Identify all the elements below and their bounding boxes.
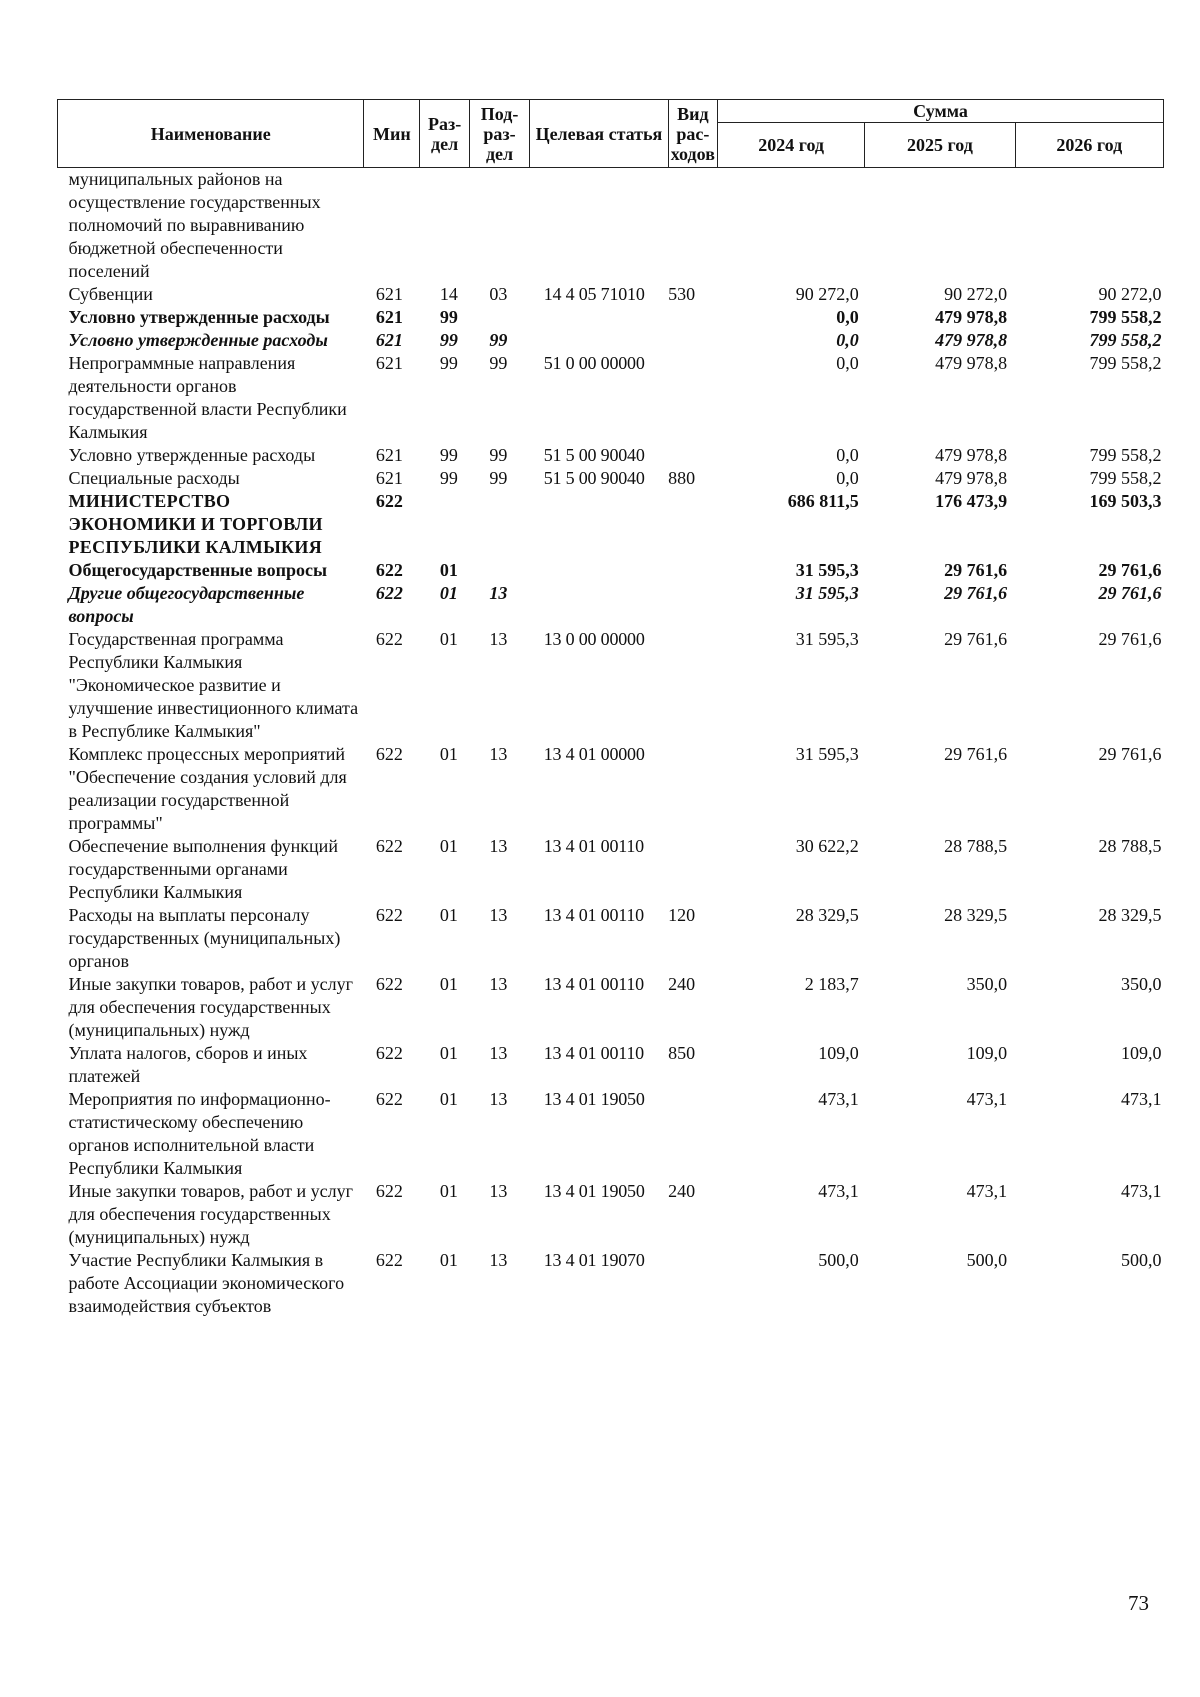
cell-podrazdel: 13 [489,974,508,994]
cell-name: Комплекс процессных мероприятий "Обеспечение создания условий для реализации государственной программы" [68,744,347,833]
cell-razdel: 01 [439,836,458,856]
cell-sum-2026: 169 503,3 [1089,491,1162,511]
header-y2025: 2025 год [865,123,1015,168]
cell-sum-2025: 479 978,8 [935,330,1008,350]
cell-podrazdel: 13 [489,836,508,856]
cell-sum-2025: 29 761,6 [944,583,1008,603]
cell-min: 621 [375,284,403,304]
cell-razdel: 01 [439,744,458,764]
cell-name: Обеспечение выполнения функций государственными органами Республики Калмыкия [68,836,338,902]
cell-sum-2026: 29 761,6 [1098,583,1162,603]
cell-expense-type [668,743,717,835]
cell-sum-2025: 479 978,8 [935,445,1008,465]
cell-razdel: 01 [439,974,458,994]
cell-expense-type [668,352,717,444]
page-number: 73 [1128,1591,1149,1615]
cell-target-article: 13 4 01 00110 [543,905,644,925]
cell-target-article: 51 0 00 00000 [543,353,645,373]
cell-target-article: 51 5 00 90040 [543,468,645,488]
cell-sum-2024: 473,1 [818,1089,859,1109]
cell-sum-2024: 0,0 [836,445,859,465]
header-y2024: 2024 год [718,123,865,168]
cell-podrazdel [469,168,529,284]
table-row [58,904,1164,973]
cell-name: Условно утвержденные расходы [68,307,330,327]
cell-name: Уплата налогов, сборов и иных платежей [68,1043,308,1086]
cell-razdel: 99 [439,330,458,350]
cell-min: 622 [375,1250,403,1270]
cell-expense-type [668,835,717,904]
cell-podrazdel: 13 [489,1089,508,1109]
cell-target-article: 13 4 01 00110 [543,1043,644,1063]
table-row [58,283,1164,306]
cell-razdel: 01 [439,1250,458,1270]
cell-expense-type: 530 [668,284,696,304]
cell-sum-2024: 109,0 [818,1043,859,1063]
cell-sum-2025: 479 978,8 [935,353,1008,373]
cell-sum-2025: 176 473,9 [935,491,1008,511]
cell-name: Иные закупки товаров, работ и услуг для обеспечения государственных (муниципальных) нужд [68,974,353,1040]
table-row [58,582,1164,628]
cell-sum-2024: 31 595,3 [795,629,859,649]
cell-podrazdel [469,559,529,582]
cell-sum-2026: 473,1 [1121,1181,1162,1201]
cell-expense-type [668,490,717,559]
cell-podrazdel: 03 [489,284,508,304]
cell-podrazdel: 13 [489,583,508,603]
cell-podrazdel [469,490,529,559]
cell-sum-2024: 0,0 [836,307,859,327]
table-row [58,559,1164,582]
table-row [58,168,1164,284]
header-razdel: Раз-дел [420,100,469,168]
table-row [58,1180,1164,1249]
table-row [58,467,1164,490]
cell-sum-2025: 109,0 [966,1043,1008,1063]
cell-sum-2025: 28 788,5 [944,836,1008,856]
cell-min: 622 [375,560,403,580]
cell-name: Условно утвержденные расходы [68,445,316,465]
cell-podrazdel: 99 [489,445,508,465]
cell-podrazdel: 99 [489,330,508,350]
cell-expense-type [668,1088,717,1180]
cell-sum-2026: 799 558,2 [1089,307,1162,327]
cell-name: Специальные расходы [68,468,240,488]
header-y2026: 2026 год [1015,123,1163,168]
table-row [58,352,1164,444]
cell-expense-type [668,582,717,628]
cell-name: муниципальных районов на осуществление государственных полномочий по выравниванию бюджетной обеспеченности поселений [68,169,321,281]
cell-min: 621 [375,353,403,373]
cell-name: Государственная программа Республики Калмыкия "Экономическое развитие и улучшение инвестиционного климата в Республике Калмыкия" [68,629,359,741]
cell-sum-2024: 686 811,5 [787,491,859,511]
cell-name: Другие общегосударственные вопросы [68,583,305,626]
budget-table [57,99,1164,1318]
cell-target-article [530,559,668,582]
cell-podrazdel: 13 [489,629,508,649]
cell-name: Субвенции [68,284,153,304]
cell-target-article [530,306,668,329]
cell-min: 621 [375,307,403,327]
header-name: Наименование [58,100,364,168]
cell-podrazdel: 13 [489,1250,508,1270]
cell-min: 622 [375,1181,403,1201]
cell-min: 622 [375,836,403,856]
table-row [58,1088,1164,1180]
cell-expense-type: 850 [668,1043,696,1063]
cell-sum-2025: 29 761,6 [944,629,1008,649]
cell-sum-2024: 473,1 [818,1181,859,1201]
cell-sum-2025: 28 329,5 [944,905,1008,925]
header-min: Мин [364,100,420,168]
cell-min: 622 [375,1089,403,1109]
cell-sum-2024: 0,0 [836,353,859,373]
cell-expense-type [668,628,717,743]
cell-target-article: 13 4 01 19050 [543,1089,645,1109]
cell-min [364,168,420,284]
cell-min: 622 [375,629,403,649]
cell-target-article [530,490,668,559]
cell-razdel: 01 [439,1043,458,1063]
cell-min: 622 [375,491,403,511]
table-row [58,329,1164,352]
cell-sum-2025: 479 978,8 [935,307,1008,327]
cell-min: 621 [375,330,403,350]
cell-sum-2026: 29 761,6 [1098,629,1162,649]
cell-sum-2026: 799 558,2 [1089,353,1162,373]
cell-sum-2026: 799 558,2 [1089,330,1162,350]
cell-podrazdel [469,306,529,329]
cell-sum-2025: 29 761,6 [944,560,1008,580]
cell-sum-2026: 29 761,6 [1098,744,1162,764]
cell-razdel: 99 [439,445,458,465]
cell-podrazdel: 99 [489,468,508,488]
cell-sum-2024: 90 272,0 [795,284,859,304]
cell-sum-2024: 28 329,5 [795,905,859,925]
cell-razdel: 01 [439,1089,458,1109]
cell-target-article [530,582,668,628]
cell-min: 621 [375,468,403,488]
cell-min: 622 [375,1043,403,1063]
cell-expense-type [668,559,717,582]
cell-expense-type [668,306,717,329]
cell-razdel: 01 [439,905,458,925]
cell-podrazdel: 13 [489,905,508,925]
cell-name: Иные закупки товаров, работ и услуг для обеспечения государственных (муниципальных) нужд [68,1181,353,1247]
cell-sum-2026: 799 558,2 [1089,468,1162,488]
cell-target-article: 14 4 05 71010 [543,284,645,304]
cell-sum-2024: 31 595,3 [795,744,859,764]
cell-sum-2025: 29 761,6 [944,744,1008,764]
table-row [58,1042,1164,1088]
cell-razdel: 01 [439,560,458,580]
cell-target-article [530,168,668,284]
cell-target-article: 13 4 01 19070 [543,1250,645,1270]
cell-sum-2024: 30 622,2 [795,836,859,856]
cell-sum-2024: 31 595,3 [795,560,859,580]
cell-name: Общегосударственные вопросы [68,560,327,580]
cell-expense-type [668,168,717,284]
cell-sum-2024: 500,0 [818,1250,859,1270]
table-header [58,100,1164,168]
cell-expense-type: 880 [668,468,696,488]
cell-podrazdel: 13 [489,1181,508,1201]
cell-expense-type: 240 [668,1181,696,1201]
cell-sum-2024 [718,168,865,284]
cell-razdel: 14 [439,284,458,304]
table-row [58,490,1164,559]
cell-name: Непрограммные направления деятельности органов государственной власти Республики Калмыкия [68,353,347,442]
cell-min: 622 [375,974,403,994]
cell-sum-2025 [865,168,1015,284]
cell-target-article [530,329,668,352]
cell-sum-2026: 350,0 [1121,974,1162,994]
cell-razdel [420,168,469,284]
cell-podrazdel: 99 [489,353,508,373]
cell-sum-2025: 500,0 [966,1250,1008,1270]
cell-razdel: 99 [439,468,458,488]
cell-podrazdel: 13 [489,744,508,764]
cell-razdel: 01 [439,1181,458,1201]
cell-sum-2024: 2 183,7 [804,974,859,994]
header-vid: Вид рас-ходов [668,100,717,168]
header-podrazdel: Под-раз-дел [469,100,529,168]
header-stat: Целевая статья [530,100,668,168]
cell-sum-2024: 0,0 [836,468,859,488]
cell-name: Расходы на выплаты персоналу государственных (муниципальных) органов [68,905,341,971]
cell-expense-type: 240 [668,974,696,994]
cell-sum-2025: 350,0 [966,974,1008,994]
table-row [58,1249,1164,1318]
cell-min: 622 [375,905,403,925]
cell-sum-2026: 473,1 [1121,1089,1162,1109]
table-row [58,628,1164,743]
cell-expense-type [668,1249,717,1318]
cell-sum-2026: 28 329,5 [1098,905,1162,925]
cell-razdel: 01 [439,583,458,603]
table-row [58,743,1164,835]
cell-sum-2026: 28 788,5 [1098,836,1162,856]
cell-sum-2026 [1015,168,1163,284]
cell-sum-2026: 500,0 [1121,1250,1162,1270]
cell-expense-type [668,329,717,352]
cell-min: 622 [375,744,403,764]
cell-target-article: 13 4 01 00000 [543,744,645,764]
cell-razdel [420,490,469,559]
cell-sum-2025: 473,1 [966,1181,1008,1201]
cell-name: Участие Республики Калмыкия в работе Ассоциации экономического взаимодействия субъектов [68,1250,345,1316]
cell-min: 622 [375,583,403,603]
cell-target-article: 13 0 00 00000 [543,629,645,649]
cell-sum-2025: 473,1 [966,1089,1008,1109]
cell-razdel: 01 [439,629,458,649]
cell-sum-2026: 90 272,0 [1098,284,1162,304]
cell-razdel: 99 [439,307,458,327]
table-row [58,973,1164,1042]
cell-sum-2024: 0,0 [836,330,859,350]
cell-sum-2026: 109,0 [1121,1043,1162,1063]
cell-sum-2024: 31 595,3 [795,583,859,603]
table-row [58,835,1164,904]
cell-expense-type: 120 [668,905,696,925]
cell-target-article: 13 4 01 00110 [543,836,644,856]
header-summa: Сумма [718,100,1164,123]
cell-min: 621 [375,445,403,465]
cell-sum-2025: 90 272,0 [944,284,1008,304]
cell-sum-2025: 479 978,8 [935,468,1008,488]
cell-sum-2026: 29 761,6 [1098,560,1162,580]
cell-sum-2026: 799 558,2 [1089,445,1162,465]
table-body [58,168,1164,1319]
cell-razdel: 99 [439,353,458,373]
cell-name: МИНИСТЕРСТВО ЭКОНОМИКИ И ТОРГОВЛИ РЕСПУБЛИКИ КАЛМЫКИЯ [68,491,323,557]
cell-name: Мероприятия по информационно-статистическому обеспечению органов исполнительной власти Республики Калмыкия [68,1089,331,1178]
table-row [58,306,1164,329]
cell-expense-type [668,444,717,467]
cell-target-article: 13 4 01 00110 [543,974,644,994]
table-row [58,444,1164,467]
cell-target-article: 51 5 00 90040 [543,445,645,465]
cell-name: Условно утвержденные расходы [68,330,328,350]
cell-podrazdel: 13 [489,1043,508,1063]
cell-target-article: 13 4 01 19050 [543,1181,645,1201]
